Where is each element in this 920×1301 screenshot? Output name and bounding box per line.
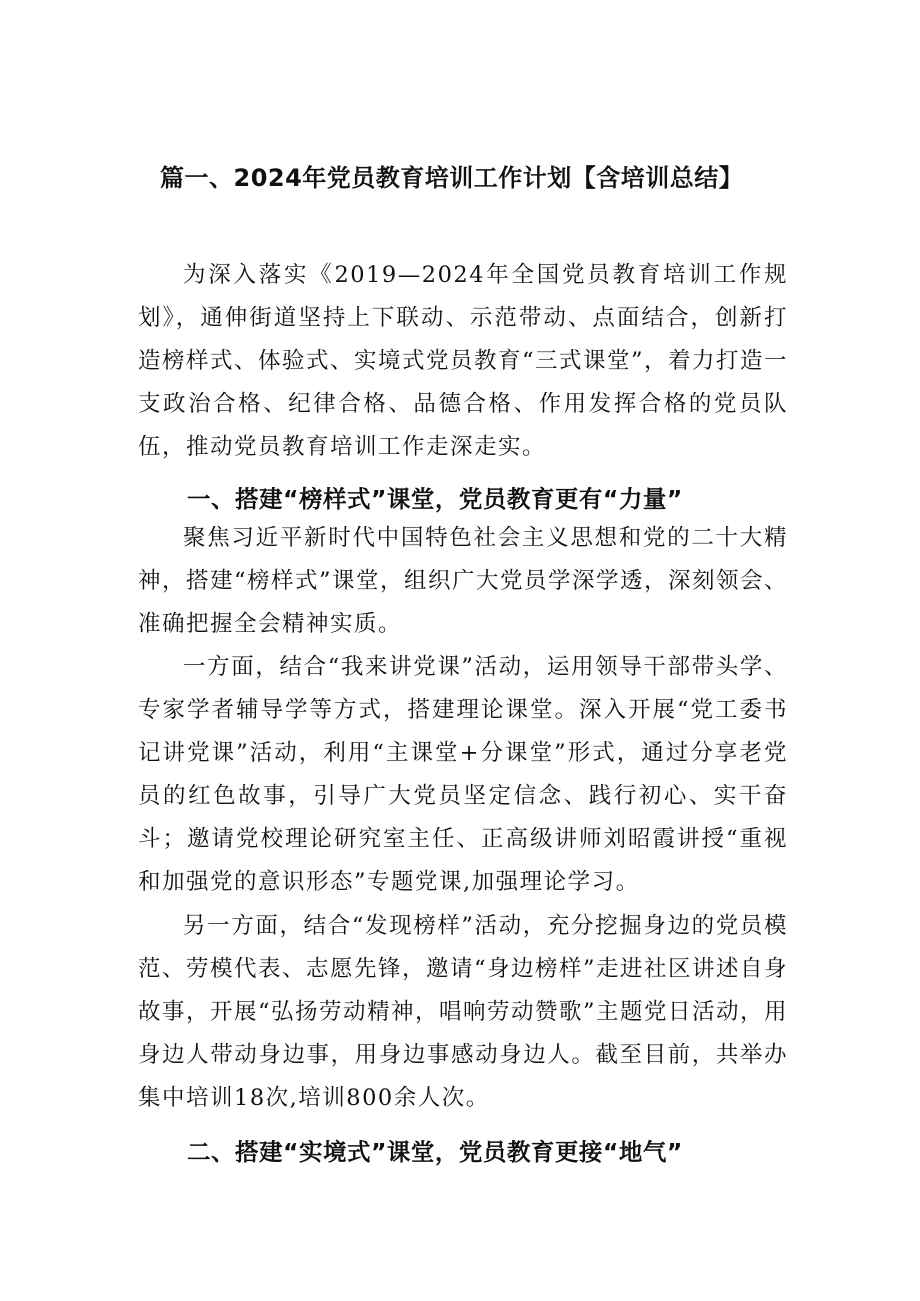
section-2-heading: 二、搭建“实境式”课堂，党员教育更接“地气” <box>187 1138 683 1166</box>
document-title: 篇一、2024年党员教育培训工作计划【含培训总结】 <box>160 164 744 192</box>
section-1-paragraph-3: 另一方面，结合“发现榜样”活动，充分挖掘身边的党员模范、劳模代表、志愿先锋，邀请“身边榜样”走进社区讲述自身故事，开展“弘扬劳动精神，唱响劳动赞歌”主题党日活动，用身边人带动身边事，用身边事感动身边人。截至目前，共举办集中培训18次,培训800余人次。 <box>138 913 789 1111</box>
intro-paragraph: 为深入落实《2019—2024年全国党员教育培训工作规划》，通伸街道坚持上下联动、示范带动、点面结合，创新打造榜样式、体验式、实境式党员教育“三式课堂”，着力打造一支政治合格、纪律合格、品德合格、作用发挥合格的党员队伍，推动党员教育培训工作走深走实。 <box>138 262 789 460</box>
section-1-paragraph-1: 聚焦习近平新时代中国特色社会主义思想和党的二十大精神，搭建“榜样式”课堂，组织广大党员学深学透，深刻领会、准确把握全会精神实质。 <box>138 525 789 637</box>
section-1-paragraph-2: 一方面，结合“我来讲党课”活动，运用领导干部带头学、专家学者辅导学等方式，搭建理论课堂。深入开展“党工委书记讲党课”活动，利用“主课堂+分课堂”形式，通过分享老党员的红色故事，引导广大党员坚定信念、践行初心、实干奋斗；邀请党校理论研究室主任、正高级讲师刘昭霞讲授“重视和加强党的意识形态”专题党课,加强理论学习。 <box>138 654 788 895</box>
section-1-heading: 一、搭建“榜样式”课堂，党员教育更有“力量” <box>187 485 683 513</box>
